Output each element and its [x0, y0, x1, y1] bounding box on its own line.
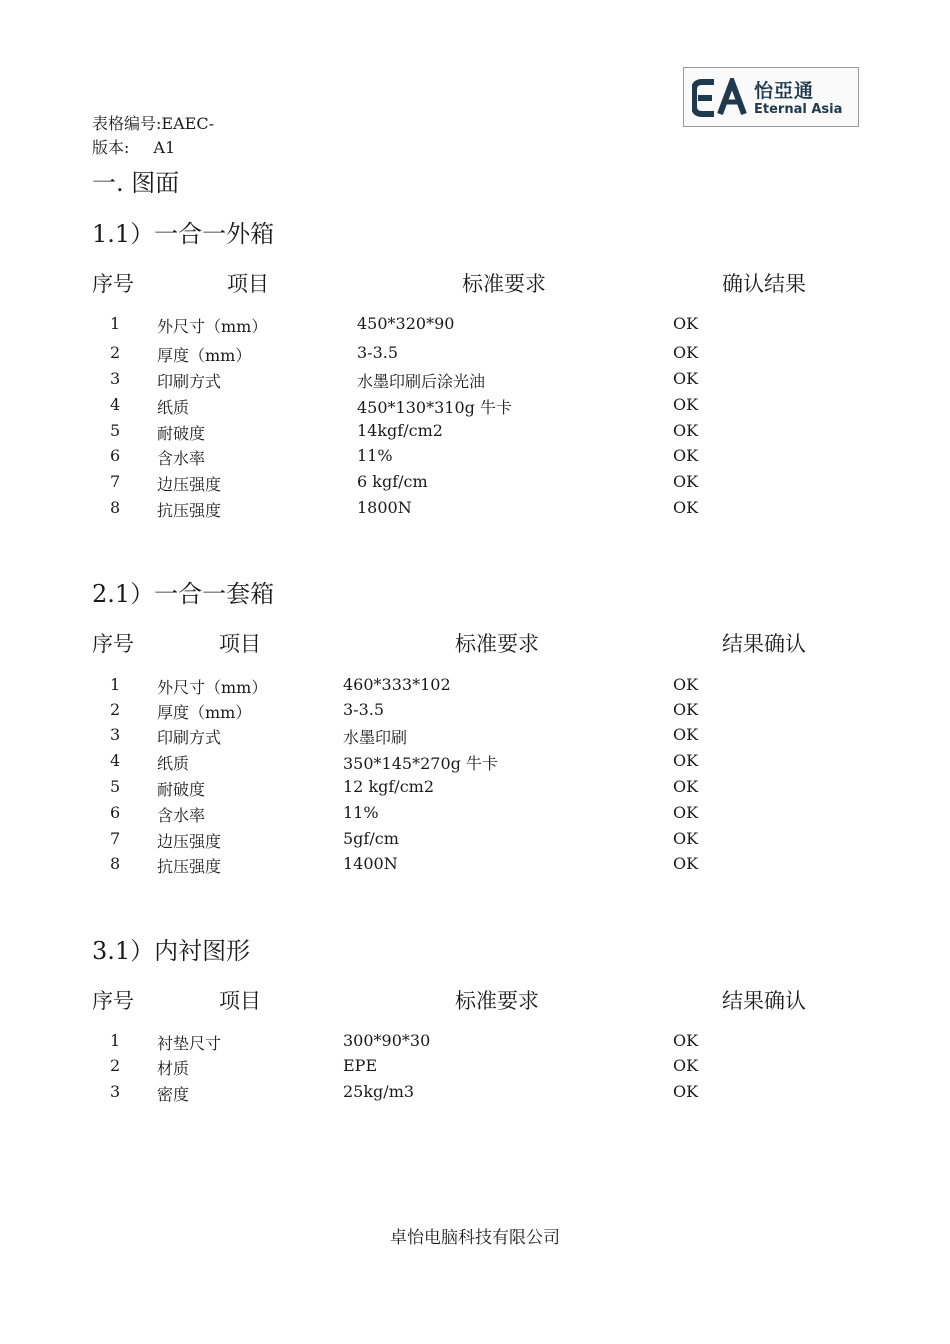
- table-row: [0, 446, 950, 468]
- cell-no: 2: [110, 700, 121, 719]
- cell-item: 边压强度: [157, 832, 222, 851]
- cell-result: OK: [673, 446, 699, 465]
- cell-result: OK: [673, 1056, 699, 1075]
- cell-standard: 6 kgf/cm: [357, 472, 428, 491]
- cell-result: OK: [673, 395, 699, 414]
- cell-item: 厚度（mm）: [157, 346, 252, 365]
- col-header-result: 确认结果: [722, 272, 806, 296]
- cell-item: 抗压强度: [157, 501, 222, 520]
- table-row: [0, 369, 950, 391]
- cell-result: OK: [673, 829, 699, 848]
- logo-text-en: Eternal Asia: [754, 102, 843, 117]
- cell-standard: 3-3.5: [357, 343, 399, 362]
- cell-result: OK: [673, 1082, 699, 1101]
- table-row: [0, 725, 950, 747]
- cell-item: 厚度（mm）: [157, 703, 252, 722]
- table-row: [0, 777, 950, 799]
- cell-no: 8: [110, 854, 121, 873]
- section-title: 一. 图面: [92, 169, 180, 197]
- cell-item: 边压强度: [157, 475, 222, 494]
- cell-standard: 350*145*270g 牛卡: [343, 754, 498, 773]
- cell-result: OK: [673, 314, 699, 333]
- table-row: [0, 829, 950, 851]
- table-row: [0, 854, 950, 876]
- cell-standard: 水墨印刷: [343, 728, 408, 747]
- cell-standard: 300*90*30: [343, 1031, 431, 1050]
- version-value: A1: [153, 138, 176, 157]
- cell-item: 耐破度: [157, 424, 206, 443]
- table-row: [0, 1031, 950, 1053]
- cell-item: 纸质: [157, 398, 190, 417]
- cell-item: 耐破度: [157, 780, 206, 799]
- table-row: [0, 343, 950, 365]
- table-row: [0, 700, 950, 722]
- cell-no: 1: [110, 1031, 121, 1050]
- cell-item: 密度: [157, 1085, 190, 1104]
- cell-standard: 450*320*90: [357, 314, 455, 333]
- cell-no: 7: [110, 472, 121, 491]
- cell-no: 5: [110, 421, 121, 440]
- cell-item: 外尺寸（mm）: [157, 678, 268, 697]
- cell-standard: 3-3.5: [343, 700, 385, 719]
- col-header-standard: 标准要求: [462, 272, 546, 296]
- cell-no: 2: [110, 343, 121, 362]
- cell-result: OK: [673, 1031, 699, 1050]
- table-row: [0, 314, 950, 336]
- cell-standard: 1400N: [343, 854, 398, 873]
- table-title-inner-lining: 3.1）内衬图形: [92, 937, 251, 965]
- table-title-outer-box: 1.1）一合一外箱: [92, 220, 275, 248]
- cell-no: 3: [110, 1082, 121, 1101]
- cell-standard: 11%: [343, 803, 379, 822]
- form-number: [92, 111, 214, 134]
- company-footer: 卓怡电脑科技有限公司: [390, 1228, 560, 1248]
- cell-item: 含水率: [157, 449, 206, 468]
- col-header-no: 序号: [92, 632, 134, 656]
- cell-item: 纸质: [157, 754, 190, 773]
- cell-standard: 12 kgf/cm2: [343, 777, 435, 796]
- cell-result: OK: [673, 472, 699, 491]
- table-row: [0, 472, 950, 494]
- cell-item: 印刷方式: [157, 372, 222, 391]
- cell-standard: 14kgf/cm2: [357, 421, 443, 440]
- cell-standard: 450*130*310g 牛卡: [357, 398, 512, 417]
- table-title-sleeve-box: 2.1）一合一套箱: [92, 580, 275, 608]
- col-header-standard: 标准要求: [455, 989, 539, 1013]
- col-header-item: 项目: [219, 632, 261, 656]
- cell-item: 含水率: [157, 806, 206, 825]
- cell-item: 印刷方式: [157, 728, 222, 747]
- cell-result: OK: [673, 700, 699, 719]
- cell-result: OK: [673, 421, 699, 440]
- table-row: [0, 1056, 950, 1078]
- cell-no: 3: [110, 725, 121, 744]
- version-label: 版本:: [92, 138, 130, 157]
- cell-no: 6: [110, 803, 121, 822]
- version: [92, 135, 175, 158]
- cell-item: 材质: [157, 1059, 190, 1078]
- table-row: [0, 751, 950, 773]
- cell-no: 7: [110, 829, 121, 848]
- cell-no: 1: [110, 314, 121, 333]
- cell-no: 4: [110, 751, 121, 770]
- cell-no: 4: [110, 395, 121, 414]
- cell-item: 衬垫尺寸: [157, 1034, 222, 1053]
- cell-standard: 11%: [357, 446, 393, 465]
- ea-logo-icon: [692, 78, 750, 118]
- cell-result: OK: [673, 777, 699, 796]
- cell-no: 8: [110, 498, 121, 517]
- table-row: [0, 498, 950, 520]
- table-row: [0, 803, 950, 825]
- cell-result: OK: [673, 498, 699, 517]
- cell-standard: 水墨印刷后涂光油: [357, 372, 486, 391]
- cell-no: 1: [110, 675, 121, 694]
- table-row: [0, 1082, 950, 1104]
- col-header-result: 结果确认: [722, 632, 806, 656]
- cell-item: 外尺寸（mm）: [157, 317, 268, 336]
- col-header-result: 结果确认: [722, 989, 806, 1013]
- col-header-item: 项目: [227, 272, 269, 296]
- cell-item: 抗压强度: [157, 857, 222, 876]
- cell-standard: 25kg/m3: [343, 1082, 415, 1101]
- logo-text-cn: 怡亞通: [754, 80, 815, 102]
- cell-standard: 460*333*102: [343, 675, 451, 694]
- company-logo: [683, 67, 859, 127]
- cell-result: OK: [673, 675, 699, 694]
- cell-result: OK: [673, 854, 699, 873]
- cell-result: OK: [673, 369, 699, 388]
- cell-no: 6: [110, 446, 121, 465]
- cell-result: OK: [673, 725, 699, 744]
- cell-result: OK: [673, 343, 699, 362]
- table-row: [0, 421, 950, 443]
- form-number-value: EAEC-: [161, 114, 214, 133]
- cell-standard: 1800N: [357, 498, 412, 517]
- cell-standard: EPE: [343, 1056, 378, 1075]
- table-row: [0, 395, 950, 417]
- cell-result: OK: [673, 751, 699, 770]
- cell-no: 3: [110, 369, 121, 388]
- form-number-label: 表格编号:: [92, 114, 162, 133]
- col-header-item: 项目: [219, 989, 261, 1013]
- col-header-no: 序号: [92, 272, 134, 296]
- cell-no: 5: [110, 777, 121, 796]
- cell-result: OK: [673, 803, 699, 822]
- col-header-standard: 标准要求: [455, 632, 539, 656]
- cell-no: 2: [110, 1056, 121, 1075]
- col-header-no: 序号: [92, 989, 134, 1013]
- cell-standard: 5gf/cm: [343, 829, 399, 848]
- table-row: [0, 675, 950, 697]
